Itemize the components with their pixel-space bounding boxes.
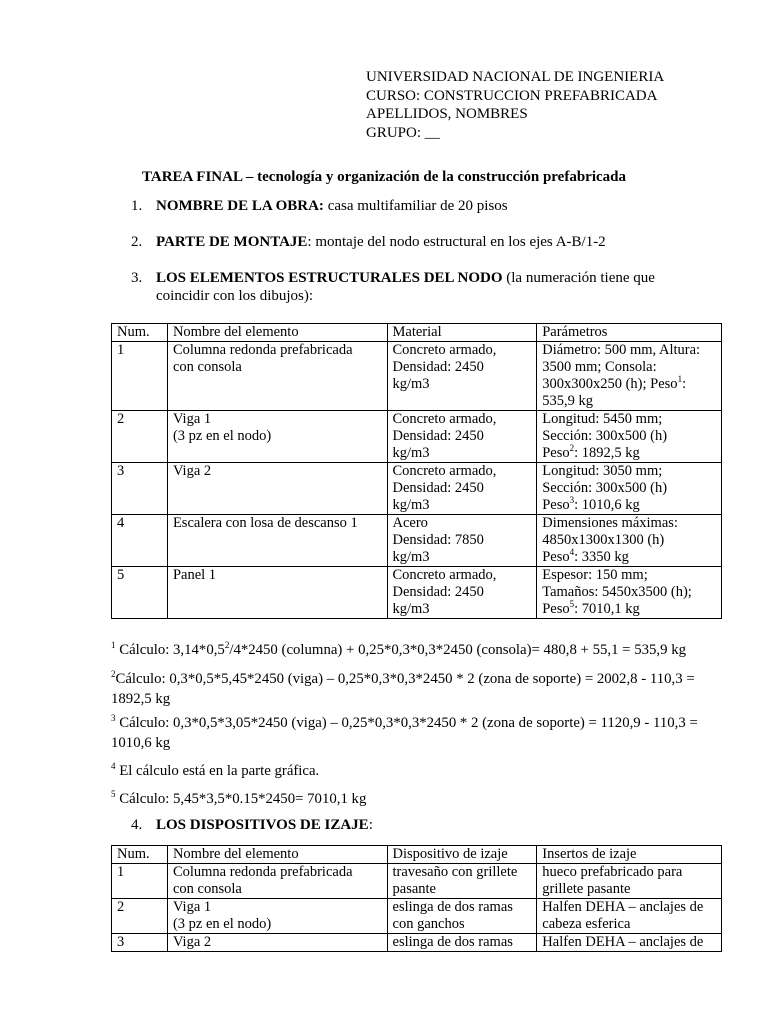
element-name: Columna redonda prefabricada con consola bbox=[167, 864, 387, 899]
element-name: Viga 2 bbox=[167, 934, 387, 952]
item-label: LOS ELEMENTOS ESTRUCTURALES DEL NODO bbox=[156, 270, 503, 286]
element-name: Viga 1 (3 pz en el nodo) bbox=[167, 411, 387, 463]
lifting-device: eslinga de dos ramas con ganchos bbox=[387, 899, 537, 934]
table-row bbox=[112, 411, 722, 463]
lifting-insert: hueco prefabricado para grillete pasante bbox=[537, 864, 722, 899]
table-row bbox=[112, 515, 722, 567]
list-item-dispositivos bbox=[131, 816, 731, 834]
course-line: CURSO: CONSTRUCCION PREFABRICADA bbox=[366, 87, 658, 104]
lifting-device: travesaño con grillete pasante bbox=[387, 864, 537, 899]
footnote-ref: 1 bbox=[677, 374, 683, 385]
element-name: Columna redonda prefabricada con consola bbox=[167, 342, 387, 411]
list-number: 4. bbox=[131, 817, 143, 833]
footnote-ref: 4 bbox=[569, 547, 575, 558]
column-header: Num. bbox=[112, 846, 168, 864]
material: Concreto armado, Densidad: 2450 kg/m3 bbox=[387, 411, 537, 463]
row-num: 3 bbox=[112, 934, 168, 952]
material: Acero Densidad: 7850 kg/m3 bbox=[387, 515, 537, 567]
list-item-elementos bbox=[131, 269, 671, 305]
lifting-device: eslinga de dos ramas bbox=[387, 934, 537, 952]
lifting-insert: Halfen DEHA – anclajes de cabeza esferica bbox=[537, 899, 722, 934]
column-header: Insertos de izaje bbox=[537, 846, 722, 864]
list-item-montaje bbox=[131, 233, 731, 251]
list-number: 3. bbox=[131, 270, 143, 286]
row-num: 1 bbox=[112, 342, 168, 411]
table-row bbox=[112, 567, 722, 619]
footnote-ref: 3 bbox=[569, 495, 575, 506]
group-line: GRUPO: __ bbox=[366, 124, 440, 141]
table-header-row bbox=[112, 324, 722, 342]
row-num: 4 bbox=[112, 515, 168, 567]
item-text: casa multifamiliar de 20 pisos bbox=[323, 198, 508, 214]
material: Concreto armado, Densidad: 2450 kg/m3 bbox=[387, 342, 537, 411]
footnote-ref: 5 bbox=[569, 599, 575, 610]
parameters: Diámetro: 500 mm, Altura: 3500 mm; Consola: 300x300x250 (h); Peso$^1$: 535,9 kg bbox=[537, 342, 722, 411]
item-label: LOS DISPOSITIVOS DE IZAJE bbox=[156, 817, 369, 833]
item-label: PARTE DE MONTAJE bbox=[156, 234, 308, 250]
column-header: Dispositivo de izaje bbox=[387, 846, 537, 864]
parameters: Dimensiones máximas: 4850x1300x1300 (h) Peso$^4$: 3350 kg bbox=[537, 515, 722, 567]
footnote-3: $^3$ Cálculo: 0,3*0,5*3,05*2450 (viga) – 0,25*0,3*0,3*2450 * 2 (zona de soporte) = 1120,9 - 110,3 = 1010,6 kg bbox=[111, 713, 698, 751]
document-header bbox=[366, 68, 664, 142]
lifting-devices-table bbox=[111, 845, 722, 952]
item-text: : bbox=[368, 817, 373, 833]
column-header: Parámetros bbox=[537, 324, 722, 342]
university-line: UNIVERSIDAD NACIONAL DE INGENIERIA bbox=[366, 69, 665, 85]
list-number: 1. bbox=[131, 198, 143, 214]
footnote-5: $^5$ Cálculo: 5,45*3,5*0.15*2450= 7010,1 kg bbox=[111, 789, 367, 807]
column-header: Nombre del elemento bbox=[167, 324, 387, 342]
footnote-2: $^2$Cálculo: 0,3*0,5*5,45*2450 (viga) – 0,25*0,3*0,3*2450 * 2 (zona de soporte) = 2002,8 - 110,3 = 1892,5 kg bbox=[111, 669, 695, 707]
element-name: Viga 2 bbox=[167, 463, 387, 515]
element-name: Viga 1 (3 pz en el nodo) bbox=[167, 899, 387, 934]
parameters: Espesor: 150 mm; Tamaños: 5450x3500 (h); Peso$^5$: 7010,1 kg bbox=[537, 567, 722, 619]
column-header: Material bbox=[387, 324, 537, 342]
table-row bbox=[112, 342, 722, 411]
item-text: : montaje del nodo estructural en los ejes A-B/1-2 bbox=[307, 234, 606, 250]
column-header: Num. bbox=[112, 324, 168, 342]
list-item-obra bbox=[131, 197, 731, 215]
row-num: 2 bbox=[112, 899, 168, 934]
footnote-1: $^1$ Cálculo: $3,14*0,5^2/4*2450$ (columna) + 0,25*0,3*0,3*2450 (consola)= 480,8 + 55,1 = 535,9 kg bbox=[111, 640, 687, 658]
material: Concreto armado, Densidad: 2450 kg/m3 bbox=[387, 463, 537, 515]
document-title: TAREA FINAL – tecnología y organización de la construcción prefabricada bbox=[141, 169, 626, 185]
lifting-insert: Halfen DEHA – anclajes de bbox=[537, 934, 722, 952]
footnote-4: $^4$ El cálculo está en la parte gráfica. bbox=[111, 761, 320, 779]
table-row bbox=[112, 934, 722, 952]
row-num: 5 bbox=[112, 567, 168, 619]
material: Concreto armado, Densidad: 2450 kg/m3 bbox=[387, 567, 537, 619]
row-num: 2 bbox=[112, 411, 168, 463]
item-text: (la numeración tiene que coincidir con los dibujos): bbox=[156, 270, 655, 304]
element-name: Escalera con losa de descanso 1 bbox=[167, 515, 387, 567]
table-row bbox=[112, 864, 722, 899]
table-row bbox=[112, 899, 722, 934]
table-header-row bbox=[112, 846, 722, 864]
element-name: Panel 1 bbox=[167, 567, 387, 619]
table-row bbox=[112, 463, 722, 515]
item-label: NOMBRE DE LA OBRA: bbox=[156, 198, 324, 214]
list-number: 2. bbox=[131, 234, 143, 250]
row-num: 3 bbox=[112, 463, 168, 515]
row-num: 1 bbox=[112, 864, 168, 899]
footnote-ref: 2 bbox=[569, 443, 575, 454]
elements-table bbox=[111, 323, 722, 619]
parameters: Longitud: 3050 mm; Sección: 300x500 (h) Peso$^3$: 1010,6 kg bbox=[537, 463, 722, 515]
names-line: APELLIDOS, NOMBRES bbox=[366, 106, 528, 122]
column-header: Nombre del elemento bbox=[167, 846, 387, 864]
parameters: Longitud: 5450 mm; Sección: 300x500 (h) Peso$^2$: 1892,5 kg bbox=[537, 411, 722, 463]
